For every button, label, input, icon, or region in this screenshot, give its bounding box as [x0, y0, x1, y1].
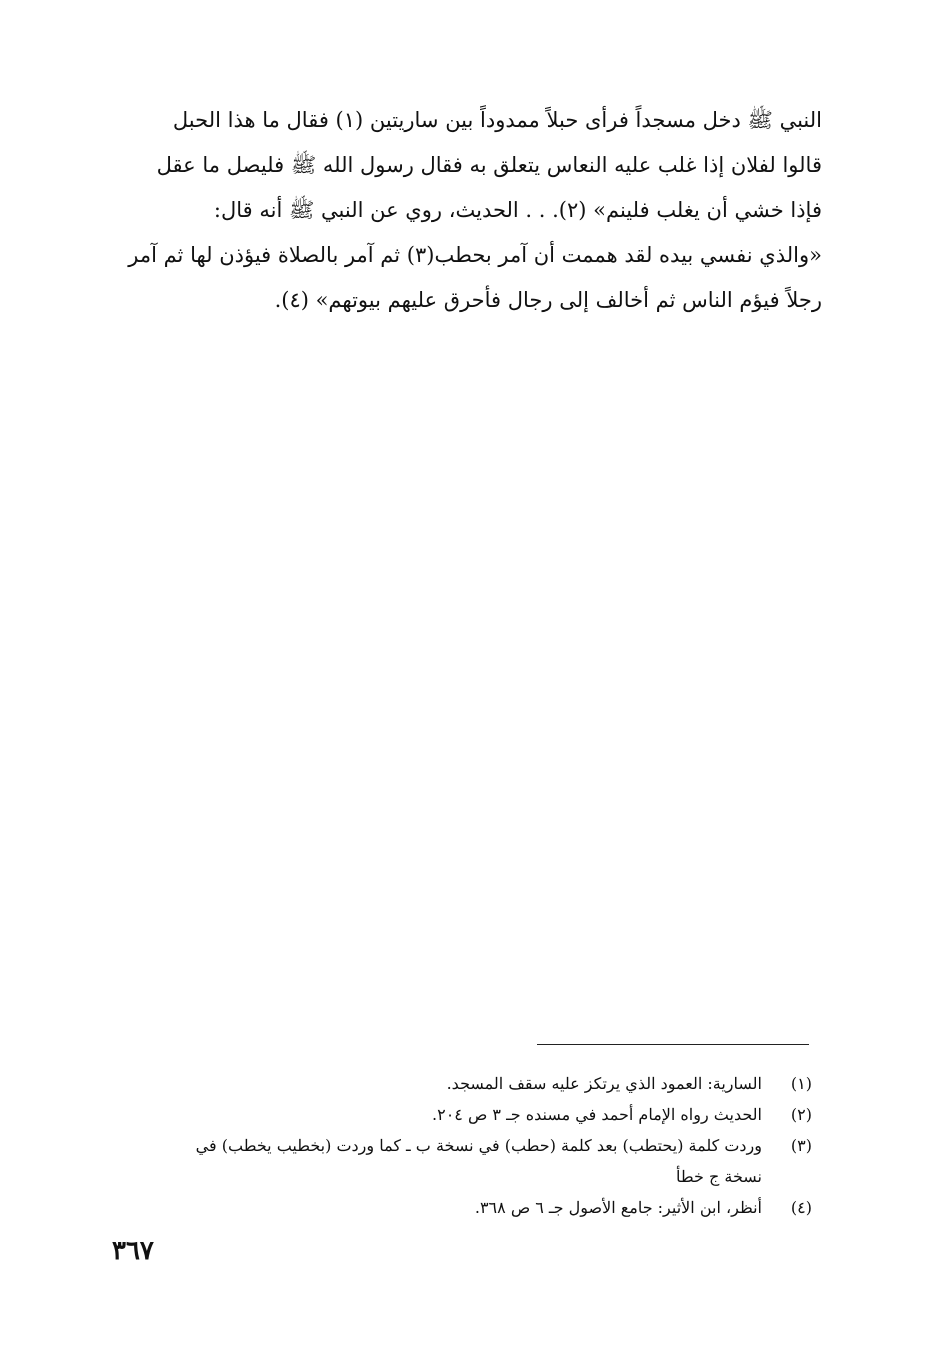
- footnote-continuation: نسخة ج خطأ: [675, 1167, 762, 1186]
- page-number: ٣٦٧: [112, 1236, 154, 1266]
- footnote-4: [112, 1192, 812, 1223]
- footnote-text: أنظر، ابن الأثير: جامع الأصول جـ ٦ ص ٣٦٨.: [474, 1198, 762, 1217]
- text-line-2: قالوا لفلان إذا غلب عليه النعاس يتعلق به فقال رسول الله ﷺ فليصل ما عقل: [156, 153, 822, 177]
- footnote-1: [112, 1068, 812, 1099]
- footnote-2: [112, 1099, 812, 1130]
- footnote-number: (٣): [790, 1136, 812, 1155]
- text-line-3: فإذا خشي أن يغلب فلينم» (٢). . . الحديث، روي عن النبي ﷺ أنه قال:: [213, 198, 822, 222]
- footnote-text: الحديث رواه الإمام أحمد في مسنده جـ ٣ ص ٢٠٤.: [432, 1105, 762, 1124]
- text-line-1: النبي ﷺ دخل مسجداً فرأى حبلاً ممدوداً بين ساريتين (١) فقال ما هذا الحبل: [172, 108, 822, 132]
- main-text: [118, 98, 822, 323]
- footnote-number: (٤): [790, 1198, 812, 1217]
- footnote-text: وردت كلمة (يحتطب) بعد كلمة (حطب) في نسخة ب ـ كما وردت (بخطيب يخطب) في: [195, 1136, 762, 1155]
- footnote-text: السارية: العمود الذي يرتكز عليه سقف المسجد.: [446, 1074, 762, 1093]
- footnote-separator: [537, 1044, 809, 1045]
- footnotes: [112, 1068, 812, 1223]
- text-line-5: رجلاً فيؤم الناس ثم أخالف إلى رجال فأحرق عليهم بيوتهم» (٤).: [274, 288, 822, 312]
- footnote-3: [112, 1130, 812, 1192]
- text-line-4: «والذي نفسي بيده لقد هممت أن آمر بحطب(٣) ثم آمر بالصلاة فيؤذن لها ثم آمر: [128, 243, 822, 267]
- footnote-number: (٢): [790, 1105, 812, 1124]
- footnote-number: (١): [790, 1074, 812, 1093]
